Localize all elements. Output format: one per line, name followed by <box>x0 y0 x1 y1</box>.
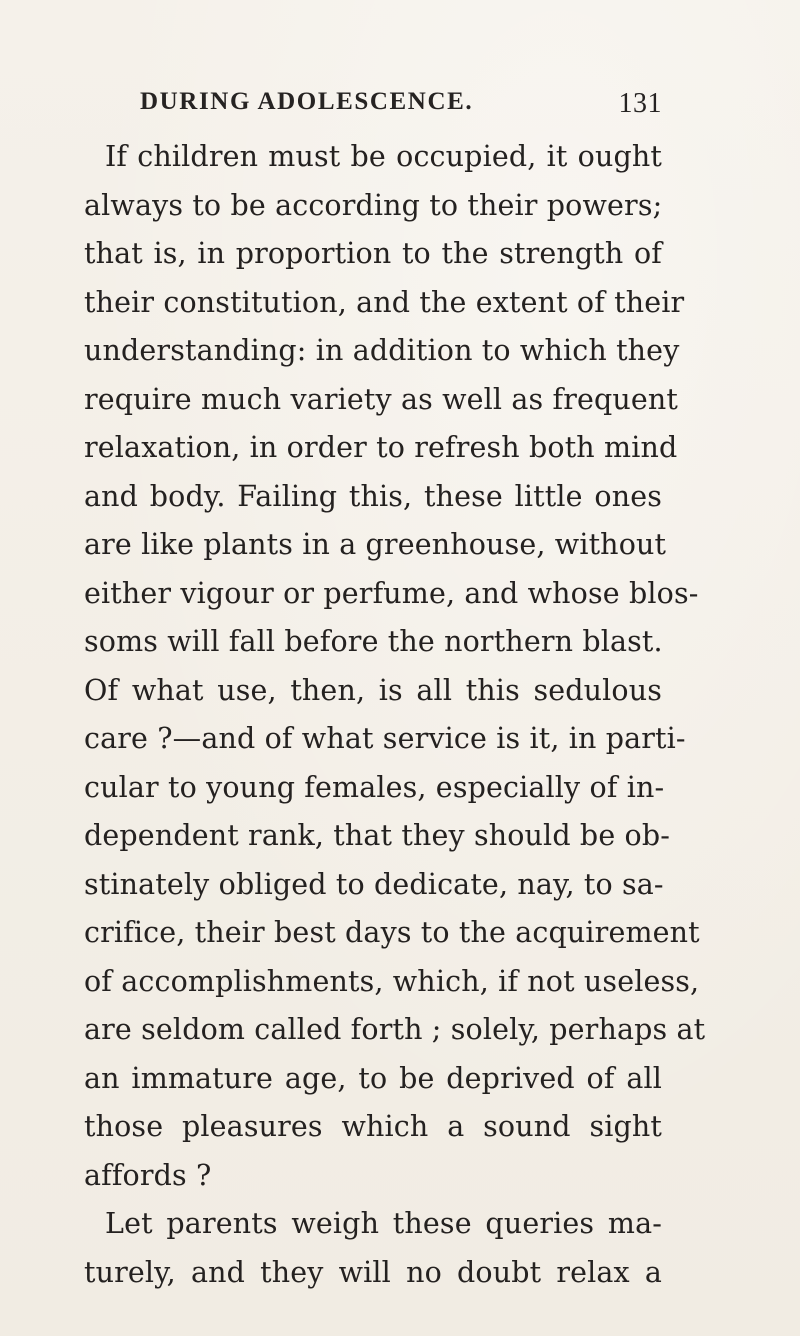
text-line: If children must be occupied, it ought <box>105 140 662 173</box>
text-line: dependent rank, that they should be ob- <box>84 819 671 852</box>
text-line: of accomplishments, which, if not useless, <box>84 964 700 998</box>
text-line: Of what use, then, is all this sedulous <box>84 673 662 707</box>
text-line: require much variety as well as frequent <box>84 382 679 416</box>
text-line: turely, and they will no doubt relax a <box>84 1255 662 1289</box>
text-line: relaxation, in order to refresh both mind <box>84 431 678 464</box>
text-line: understanding: in addition to which they <box>84 334 680 367</box>
text-line: care ?—and of what service is it, in parti- <box>84 722 686 755</box>
page-number: 131 <box>618 88 662 119</box>
running-head <box>140 88 662 128</box>
text-line: an immature age, to be deprived of all <box>84 1061 662 1095</box>
text-line: and body. Failing this, these little ones <box>84 479 662 513</box>
running-title: DURING ADOLESCENCE. <box>140 88 474 115</box>
text-line: that is, in proportion to the strength of <box>84 237 662 270</box>
body-text <box>84 133 706 1297</box>
text-line: those pleasures which a sound sight <box>84 1110 662 1143</box>
text-line: affords ? <box>84 1158 212 1192</box>
text-line: crifice, their best days to the acquirement <box>84 916 700 949</box>
text-line: Let parents weigh these queries ma- <box>105 1207 662 1240</box>
text-line: are seldom called forth ; solely, perhaps at <box>84 1013 706 1046</box>
text-line: their constitution, and the extent of their <box>84 285 685 319</box>
text-line: soms will fall before the northern blast. <box>84 625 663 658</box>
text-line: either vigour or perfume, and whose blos- <box>84 576 699 610</box>
text-line: stinately obliged to dedicate, nay, to sa- <box>84 867 664 901</box>
text-line: are like plants in a greenhouse, without <box>84 528 667 561</box>
text-line: always to be according to their powers; <box>84 188 663 222</box>
text-line: cular to young females, especially of in- <box>84 770 665 804</box>
